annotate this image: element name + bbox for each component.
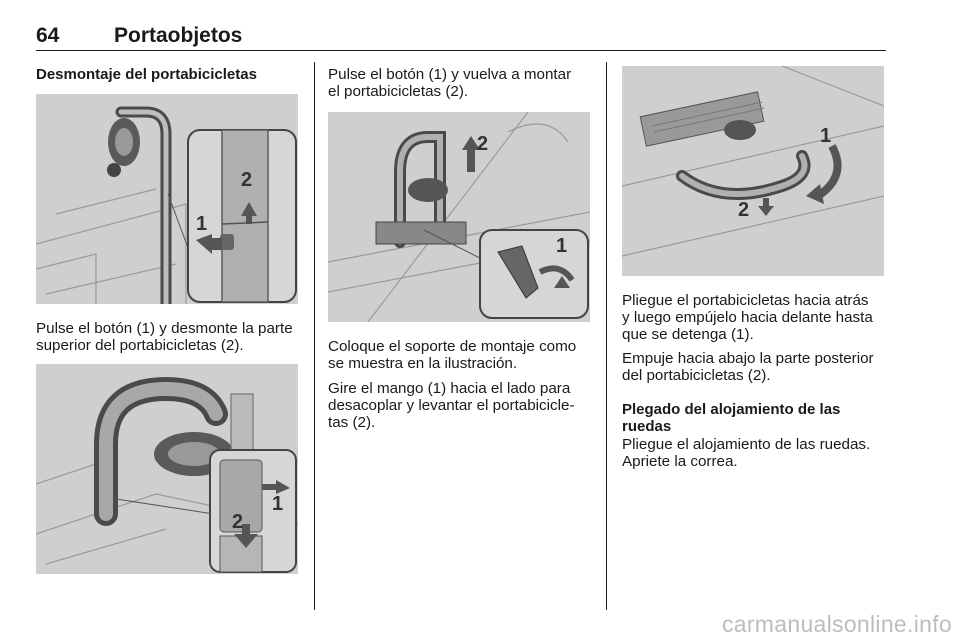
figure-fold-carrier-drawing — [622, 66, 884, 276]
instruction-paragraph: Pulse el botón (1) y desmonte la parte superior del portabicicletas (2). — [36, 320, 293, 354]
page-number: 64 — [36, 24, 60, 47]
figure-remove-upper-part-drawing — [36, 364, 298, 574]
callout-2: 2 — [232, 511, 244, 533]
instruction-paragraph: Pulse el botón (1) y vuelva a montar el portabicicletas (2). — [328, 66, 572, 100]
figure-remove-upper-part — [36, 364, 298, 574]
callout-2: 2 — [241, 169, 253, 191]
callout-1: 1 — [196, 213, 208, 235]
callout-1: 1 — [556, 235, 568, 257]
chapter-title: Portaobjetos — [114, 24, 243, 47]
page-header — [36, 22, 886, 51]
instruction-paragraph: Coloque el soporte de montaje como se muestra en la ilustración. — [328, 338, 577, 372]
watermark: carmanualsonline.info — [721, 611, 952, 637]
callout-2: 2 — [738, 199, 750, 221]
callout-1: 1 — [820, 125, 832, 147]
callout-2: 2 — [477, 133, 489, 155]
figure-fold-carrier — [622, 66, 884, 276]
figure-mounting-bracket — [328, 112, 590, 322]
column-divider — [606, 62, 607, 610]
figure-release-button-drawing — [36, 94, 298, 304]
callout-1: 1 — [272, 493, 284, 515]
instruction-paragraph: Pliegue el alojamiento de las ruedas. Apriete la correa. — [622, 436, 871, 470]
instruction-paragraph: Empuje hacia abajo la parte posterior del portabicicletas (2). — [622, 350, 874, 384]
figure-mounting-bracket-drawing — [328, 112, 590, 322]
section-heading-plegado: Plegado del alojamiento de las ruedas — [622, 401, 841, 435]
instruction-paragraph: Gire el mango (1) hacia el lado para desacoplar y levantar el portabicicle- tas (2). — [328, 380, 575, 431]
section-heading-desmontaje: Desmontaje del portabicicletas — [36, 66, 257, 83]
instruction-paragraph: Pliegue el portabicicletas hacia atrás y luego empújelo hacia delante hasta que se detenga (1). — [622, 292, 873, 343]
figure-release-button — [36, 94, 298, 304]
column-divider — [314, 62, 315, 610]
